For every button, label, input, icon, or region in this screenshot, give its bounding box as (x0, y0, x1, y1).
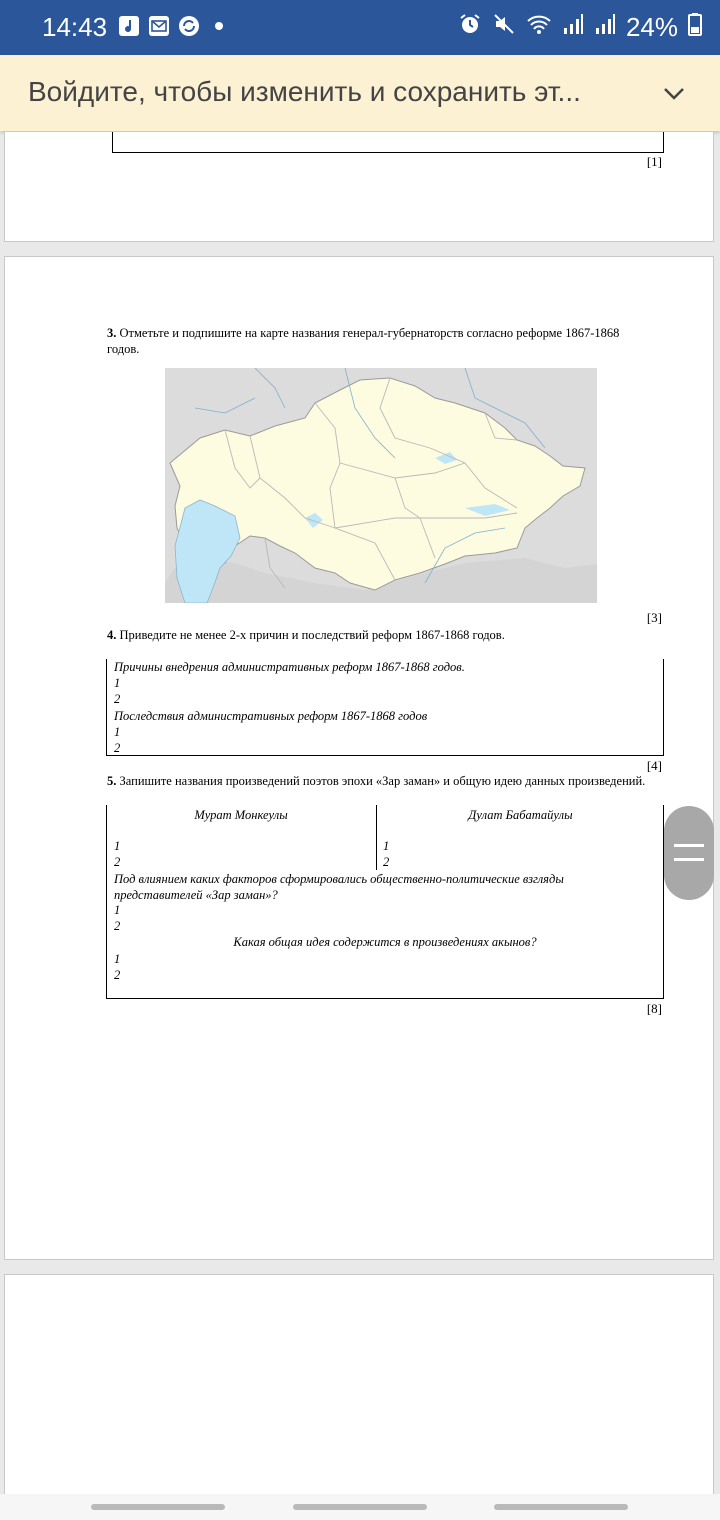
navigation-bar (0, 1494, 720, 1520)
mail-icon (148, 15, 170, 37)
nav-home-button[interactable] (293, 1504, 427, 1510)
question-3-number: 3. (107, 326, 117, 340)
kazakhstan-map (165, 368, 597, 603)
poet-1-header: Мурат Монкеулы (194, 808, 288, 822)
chevron-down-icon[interactable] (662, 81, 686, 105)
question-4-text: Приведите не менее 2-х причин и последствий реформ 1867-1868 годов. (119, 628, 505, 642)
status-bar (0, 0, 720, 55)
question-4 (107, 627, 647, 643)
document-page-1 (4, 131, 714, 242)
idea-1-field[interactable]: 1 (114, 952, 121, 966)
banner-text: Войдите, чтобы изменить и сохранить эт... (28, 76, 581, 107)
question-5-number: 5. (107, 774, 117, 788)
causes-title: Причины внедрения административных реформ 1867-1868 годов. (114, 660, 465, 674)
question-5-mark: [8] (646, 1001, 662, 1016)
alarm-icon (458, 12, 482, 43)
nav-back-button[interactable] (494, 1504, 628, 1510)
nav-recent-button[interactable] (91, 1504, 225, 1510)
common-idea-question: Какая общая идея содержится в произведениях акынов? (233, 935, 537, 949)
consequences-title: Последствия административных реформ 1867-1868 годов (114, 709, 428, 723)
table-left-border (106, 659, 107, 756)
signal-icon (594, 12, 616, 43)
wifi-icon (526, 12, 552, 43)
scroll-handle[interactable] (664, 806, 714, 900)
factor-1-field[interactable]: 1 (114, 903, 121, 917)
cause-2-field[interactable]: 2 (114, 692, 121, 706)
mute-icon (492, 12, 516, 43)
table-bottom-border (112, 152, 664, 153)
question-4-mark: [4] (646, 758, 662, 773)
table-bottom-border (106, 755, 664, 756)
factors-question: Под влиянием каких факторов сформировались общественно-политические взгляды представителей «Зар заман»? (114, 872, 564, 902)
battery-icon (688, 12, 702, 43)
consequence-2-field[interactable]: 2 (114, 741, 121, 755)
battery-percent: 24% (625, 12, 678, 42)
music-icon (118, 15, 140, 37)
dot-icon (208, 15, 230, 37)
poet-1-work-1[interactable]: 1 (114, 839, 121, 853)
status-time: 14:43 (42, 12, 108, 42)
factor-2-field[interactable]: 2 (114, 919, 121, 933)
question-4-table (106, 659, 664, 756)
question-3 (107, 325, 647, 357)
poet-1-work-2[interactable]: 2 (114, 855, 121, 869)
drag-handle-icon (664, 806, 714, 900)
score-mark: [1] (646, 154, 662, 169)
signin-banner[interactable] (0, 55, 720, 131)
table-left-border (106, 805, 107, 999)
cause-1-field[interactable]: 1 (114, 676, 121, 690)
question-5-table (106, 805, 664, 999)
table-left-border (112, 132, 113, 153)
signal-icon (562, 12, 584, 43)
question-4-number: 4. (107, 628, 117, 642)
poet-2-header: Дулат Бабатайулы (468, 808, 573, 822)
poet-2-work-2[interactable]: 2 (383, 855, 390, 869)
sync-icon (178, 15, 200, 37)
table-right-border (663, 659, 664, 756)
question-3-mark: [3] (646, 610, 662, 625)
question-5 (107, 773, 652, 789)
question-3-text: Отметьте и подпишите на карте названия генерал-губернаторств согласно реформе 1867-1868 годов. (107, 326, 620, 356)
document-page-2 (4, 256, 714, 1260)
notification-icons (118, 15, 230, 37)
table-right-border (663, 132, 664, 153)
question-5-text: Запишите названия произведений поэтов эпохи «Зар заман» и общую идею данных произведений. (119, 774, 646, 788)
document-page-3 (4, 1274, 714, 1520)
table-bottom-border (106, 998, 664, 999)
status-right (458, 12, 702, 43)
poet-2-work-1[interactable]: 1 (383, 839, 390, 853)
consequence-1-field[interactable]: 1 (114, 725, 121, 739)
idea-2-field[interactable]: 2 (114, 968, 121, 982)
